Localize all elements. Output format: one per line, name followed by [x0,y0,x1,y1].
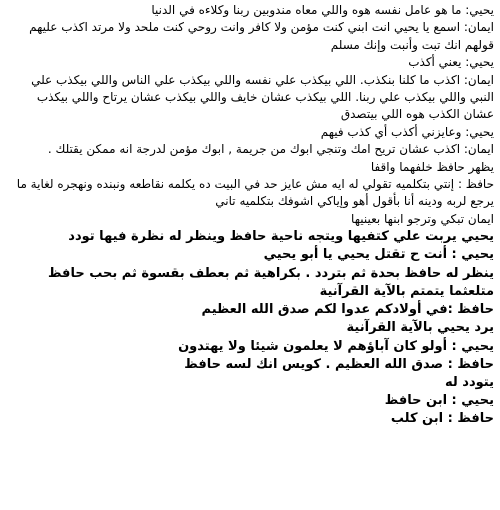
stage-direction-4: ينظر له حافظ بحدة ثم بتردد . بكراهية ثم بعطف بقسوة ثم بحب حافظ متلعثما يتمتم بالآية القرآنية [48,265,494,299]
dialogue-line-hafez-2: حافظ :في أولادكم عدوا لكم صدق الله العظيم [201,302,494,318]
dialogue-line-yahya-4: يحيي : أنت ح تقتل يحيي يا أبو يحيي [263,247,494,263]
dialogue-line-yahya-6: يحيي : ابن حافظ [384,393,494,409]
stage-direction-3: يحيي يربت علي كتفيها ويتجه ناحية حافظ وينظر له نظرة فيها تودد [68,229,494,245]
stage-direction-5: يرد يحيي بالآية القرآنية [346,320,494,336]
dialogue-line-iman-3: ايمان: اكذب عشان تريح امك وتنجي ابوك من جريمة , ابوك مؤمن لدرجة انه ممكن يقتلك . [47,142,494,157]
dialogue-line-hafez-3: حافظ : صدق الله العظيم . كويس انك لسه حافظ [184,356,494,372]
stage-direction-1: يظهر حافظ خلفهما واقفا [370,159,494,174]
dialogue-line-yahya-2: يحيي: يعني أكذب [408,55,494,70]
dialogue-line-iman-2: ايمان: اكذب ما كلنا بنكذب. اللي بيكذب علي نفسه واللي بيكذب علي الناس واللي بيكذب علي النبي واللي بيكذب علي ربنا. اللي بيكذب عشان خايف واللي بيكذب عشان يرتاح واللي بيكذب عشان الكذب هوه اللي بيتصدق [31,72,494,122]
stage-direction-2: ايمان تبكي وترجو ابنها بعينيها [351,211,494,226]
stage-direction-6: يتودد له [445,374,494,390]
dialogue-line-yahya-1: يحيي: ما هو عامل نفسه هوه واللي معاه مندوبين ربنا وكلاءه في الدنيا [151,3,494,17]
dialogue-line-hafez-4: حافظ : ابن كلب [390,411,494,427]
dialogue-line-yahya-5: يحيي : أولو كان آباؤهم لا يعلمون شيئا ولا يهتدون [178,338,494,354]
dialogue-line-yahya-3: يحيي: وعايزني أكذب أي كذب فيهم [320,124,494,139]
dialogue-line-iman-1: ايمان: اسمع يا يحيي انت ابني كنت مؤمن ولا كافر وانت روحي كنت ملحد ولا مرتد اكذب عليهم قولهم انك تبت وأنبت وإنك مسلم [29,20,494,52]
dialogue-line-hafez-1: حافظ : إنتي بتكلميه تقولي له ايه مش عايز حد في البيت ده يكلمه نقاطعه ونبنده ونهجره لغاية ما يرجع لربه ودينه أنا بأقول أهو وإياكي اشوفك بتكلميه تاني [16,177,494,209]
